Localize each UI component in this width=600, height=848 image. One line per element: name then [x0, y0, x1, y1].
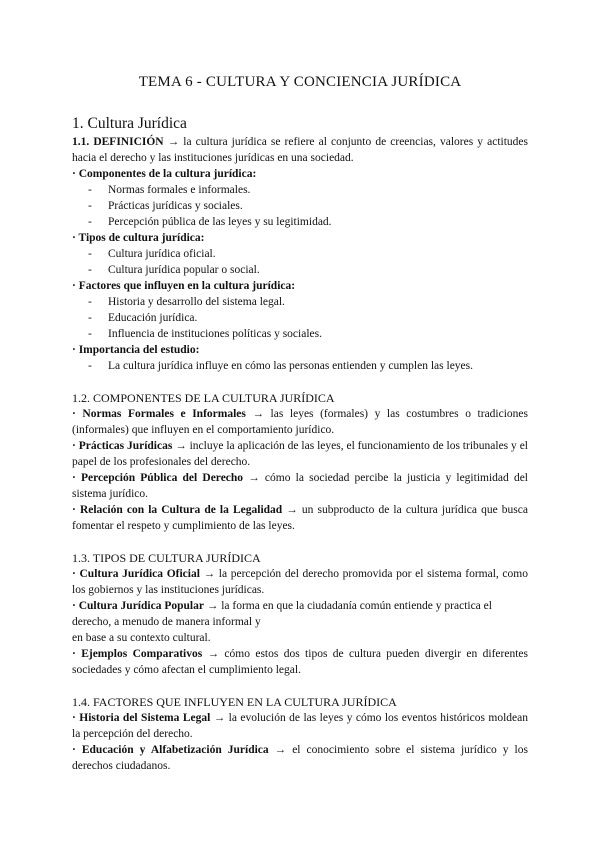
list-item: - Cultura jurídica oficial. — [88, 246, 528, 262]
entry-paragraph — [72, 406, 528, 438]
section-heading-tipos: 1.3. TIPOS DE CULTURA JURÍDICA — [72, 551, 261, 565]
entry-text: → incluye la aplicación de las leyes, el funcionamiento de los tribunales y el papel de los profesionales del derecho. — [72, 440, 528, 468]
section-heading-cultura-juridica: 1. Cultura Jurídica — [72, 115, 187, 132]
entry-text: → un subproducto de la cultura jurídica que busca fomentar el respeto y cumplimiento de las leyes. — [72, 504, 528, 532]
list-item: - Prácticas jurídicas y sociales. — [88, 198, 528, 214]
entry-term: · Cultura Jurídica Oficial — [72, 568, 200, 580]
entry-term: · Ejemplos Comparativos — [72, 648, 203, 660]
entry-paragraph — [72, 646, 528, 678]
group-factores — [72, 278, 528, 342]
entry-text: → el conocimiento sobre el sistema jurídico y los derechos ciudadanos. — [72, 744, 528, 772]
definition-label: 1.1. DEFINICIÓN — [72, 136, 164, 148]
bullet-list — [88, 182, 528, 230]
entry-term: · Percepción Pública del Derecho — [72, 472, 244, 484]
group-componentes — [72, 166, 528, 230]
entry-text: → cómo la sociedad percibe la justicia y legitimidad del sistema jurídico. — [72, 472, 528, 500]
page-title: TEMA 6 - CULTURA Y CONCIENCIA JURÍDICA — [138, 74, 462, 90]
list-item: - Cultura jurídica popular o social. — [88, 262, 528, 278]
entry-term: · Historia del Sistema Legal — [72, 712, 211, 724]
list-item: - Historia y desarrollo del sistema legal. — [88, 294, 528, 310]
entry-paragraph — [72, 598, 528, 630]
list-item: - Normas formales e informales. — [88, 182, 528, 198]
entry-text: → la percepción del derecho promovida por el sistema formal, como los gobiernos y las instituciones jurídicas. — [72, 568, 528, 596]
entry-text: → cómo estos dos tipos de cultura pueden divergir en diferentes sociedades y cómo afectan el cumplimiento legal. — [72, 648, 528, 676]
entry-text: → la evolución de las leyes y cómo los eventos históricos moldean la percepción del derecho. — [72, 712, 529, 740]
entry-term: · Cultura Jurídica Popular — [72, 600, 204, 612]
group-label: · Importancia del estudio: — [72, 344, 200, 356]
list-item: - Educación jurídica. — [88, 310, 528, 326]
entry-text: → la forma en que la ciudadanía común entiende y practica el derecho, a menudo de manera informal y — [72, 600, 492, 628]
entry-term: · Normas Formales e Informales — [72, 408, 246, 420]
list-item: - Percepción pública de las leyes y su legitimidad. — [88, 214, 528, 230]
group-tipos — [72, 230, 528, 278]
bullet-list — [88, 294, 528, 342]
entry-text: → las leyes (formales) y las costumbres o tradiciones (informales) que influyen en el comportamiento jurídico. — [72, 408, 529, 436]
definition-paragraph — [72, 134, 528, 166]
list-item: - Influencia de instituciones políticas y sociales. — [88, 326, 528, 342]
entry-paragraph — [72, 710, 528, 742]
entry-paragraph — [72, 566, 528, 598]
entry-term: · Prácticas Jurídicas — [72, 440, 173, 452]
entry-paragraph — [72, 438, 528, 470]
bullet-list — [88, 246, 528, 278]
section-heading-factores: 1.4. FACTORES QUE INFLUYEN EN LA CULTURA JURÍDICA — [72, 695, 397, 709]
group-label: · Factores que influyen en la cultura jurídica: — [72, 280, 296, 292]
bullet-list — [88, 358, 528, 374]
entry-paragraph — [72, 742, 528, 774]
entry-term: · Educación y Alfabetización Jurídica — [72, 744, 269, 756]
definition-text: → la cultura jurídica se refiere al conjunto de creencias, valores y actitudes hacia el derecho y las instituciones jurídicas en una sociedad. — [72, 136, 528, 164]
list-item: - La cultura jurídica influye en cómo las personas entienden y cumplen las leyes. — [88, 358, 528, 374]
entry-continuation: en base a su contexto cultural. — [72, 632, 211, 644]
group-importancia — [72, 342, 528, 374]
entry-paragraph — [72, 470, 528, 502]
group-label: · Componentes de la cultura jurídica: — [72, 168, 257, 180]
entry-paragraph — [72, 502, 528, 534]
section-heading-componentes: 1.2. COMPONENTES DE LA CULTURA JURÍDICA — [72, 391, 335, 405]
group-label: · Tipos de cultura jurídica: — [72, 232, 205, 244]
entry-term: · Relación con la Cultura de la Legalidad — [72, 504, 283, 516]
